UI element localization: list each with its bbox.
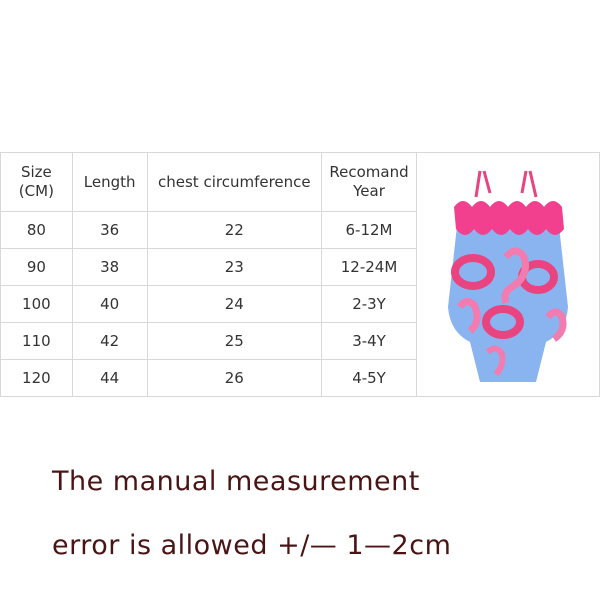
- cell-chest: 26: [147, 360, 322, 397]
- cell-size: 100: [1, 286, 73, 323]
- cell-length: 36: [72, 212, 147, 249]
- measurement-note-line2: error is allowed +/— 1—2cm: [52, 530, 452, 561]
- header-size: Size (CM): [1, 153, 73, 212]
- cell-length: 38: [72, 249, 147, 286]
- header-chest: chest circumference: [147, 153, 322, 212]
- cell-size: 120: [1, 360, 73, 397]
- cell-year: 2-3Y: [322, 286, 417, 323]
- cell-length: 42: [72, 323, 147, 360]
- cell-year: 12-24M: [322, 249, 417, 286]
- cell-chest: 22: [147, 212, 322, 249]
- cell-size: 90: [1, 249, 73, 286]
- cell-chest: 25: [147, 323, 322, 360]
- cell-year: 3-4Y: [322, 323, 417, 360]
- cell-size: 110: [1, 323, 73, 360]
- product-image-cell: [416, 153, 599, 397]
- table-header-row: [1, 153, 600, 212]
- header-recommend-year: Recomand Year: [322, 153, 417, 212]
- cell-chest: 23: [147, 249, 322, 286]
- cell-year: 6-12M: [322, 212, 417, 249]
- cell-year: 4-5Y: [322, 360, 417, 397]
- cell-size: 80: [1, 212, 73, 249]
- cell-length: 44: [72, 360, 147, 397]
- header-length: Length: [72, 153, 147, 212]
- flamingo-swimsuit-illustration: [418, 157, 598, 387]
- cell-chest: 24: [147, 286, 322, 323]
- cell-length: 40: [72, 286, 147, 323]
- measurement-note-line1: The manual measurement: [52, 466, 420, 497]
- size-table: [0, 152, 600, 397]
